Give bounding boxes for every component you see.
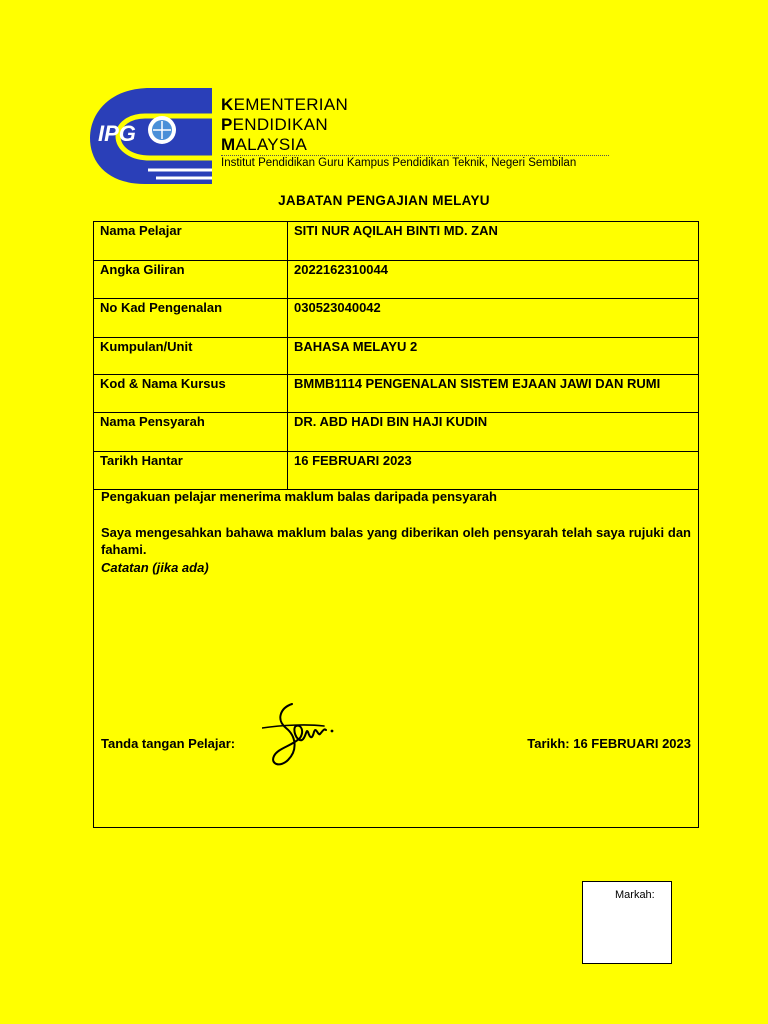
table-row	[94, 222, 699, 261]
logo-lettering: IPG	[98, 121, 136, 146]
signature-label: Tanda tangan Pelajar:	[101, 736, 236, 751]
row-label: Kumpulan/Unit	[94, 338, 288, 375]
row-label: Kod & Nama Kursus	[94, 375, 288, 413]
row-label: No Kad Pengenalan	[94, 299, 288, 338]
institute-name: Institut Pendidikan Guru Kampus Pendidikan Teknik, Negeri Sembilan	[221, 155, 609, 169]
marks-box	[582, 881, 672, 964]
ministry-name	[221, 95, 348, 155]
ministry-line-2: PENDIDIKAN	[221, 115, 328, 134]
row-label: Angka Giliran	[94, 261, 288, 299]
row-label: Tarikh Hantar	[94, 452, 288, 490]
acknowledgement-heading: Pengakuan pelajar menerima maklum balas daripada pensyarah	[101, 489, 497, 504]
student-signature	[262, 698, 342, 778]
table-row	[94, 261, 699, 299]
row-value: 030523040042	[288, 299, 699, 338]
signature-date: Tarikh: 16 FEBRUARI 2023	[527, 736, 691, 751]
row-value: BMMB1114 PENGENALAN SISTEM EJAAN JAWI DAN RUMI	[288, 375, 699, 413]
acknowledgement-box	[93, 488, 699, 828]
table-row	[94, 375, 699, 413]
note-label: Catatan (jika ada)	[101, 560, 209, 575]
ministry-line-1: KEMENTERIAN	[221, 95, 349, 114]
table-row	[94, 413, 699, 452]
table-row	[94, 338, 699, 375]
marks-label: Markah:	[615, 889, 655, 901]
acknowledgement-statement: Saya mengesahkan bahawa maklum balas yang diberikan oleh pensyarah telah saya rujuki dan fahami.	[101, 525, 691, 557]
row-value: 2022162310044	[288, 261, 699, 299]
ministry-line-3: MALAYSIA	[221, 135, 308, 154]
ipg-logo	[90, 88, 212, 184]
student-info-table	[93, 221, 699, 490]
table-row	[94, 299, 699, 338]
department-title: JABATAN PENGAJIAN MELAYU	[278, 193, 490, 208]
row-label: Nama Pelajar	[94, 222, 288, 261]
table-row	[94, 452, 699, 490]
row-value: BAHASA MELAYU 2	[288, 338, 699, 375]
row-label: Nama Pensyarah	[94, 413, 288, 452]
row-value: 16 FEBRUARI 2023	[288, 452, 699, 490]
row-value: DR. ABD HADI BIN HAJI KUDIN	[288, 413, 699, 452]
row-value: SITI NUR AQILAH BINTI MD. ZAN	[288, 222, 699, 261]
